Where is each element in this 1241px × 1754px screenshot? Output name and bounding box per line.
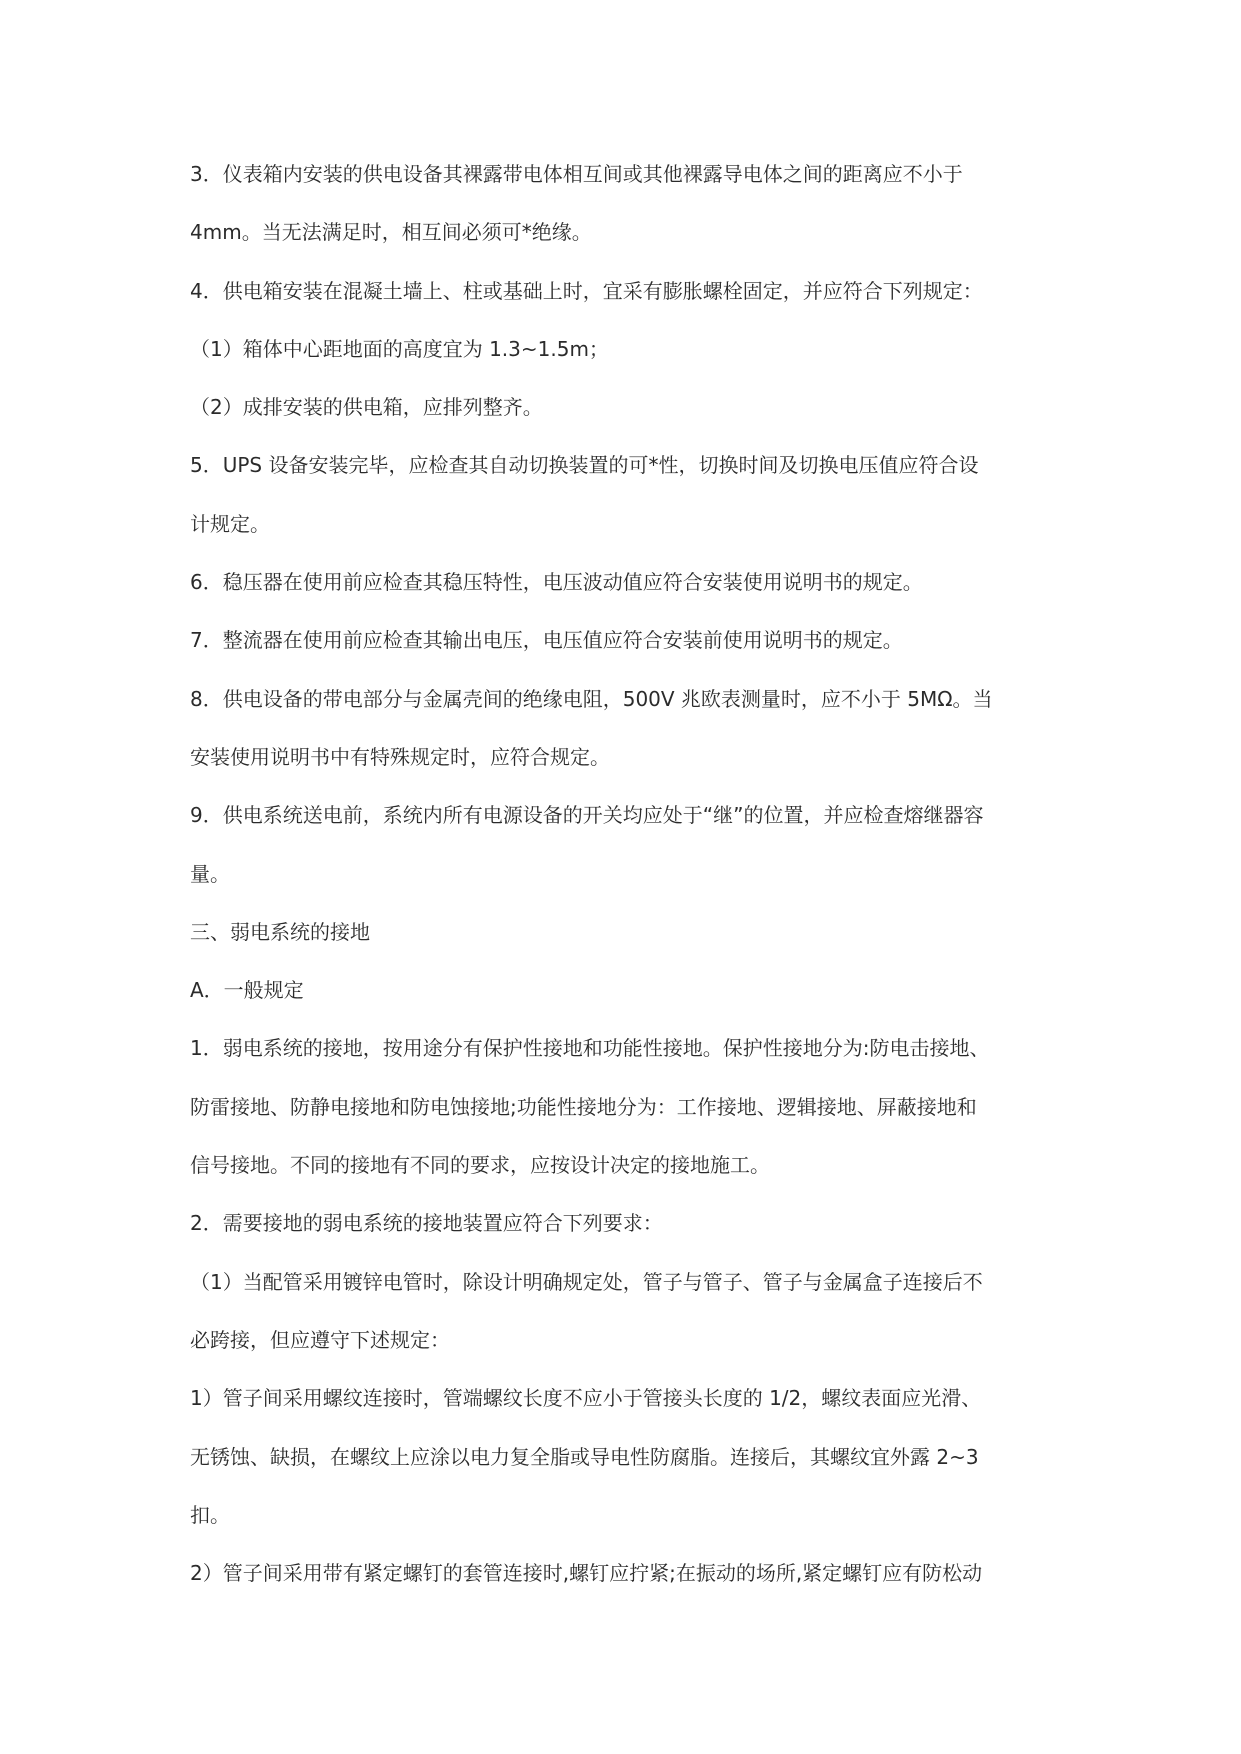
text-line: 三、弱电系统的接地 [190, 919, 370, 944]
text-line: 4mm。当无法满足时，相互间必须可*绝缘。 [190, 220, 592, 245]
text-line: 2）管子间采用带有紧定螺钉的套管连接时,螺钉应拧紧;在振动的场所,紧定螺钉应有防松动 [190, 1561, 983, 1586]
text-line: 6．稳压器在使用前应检查其稳压特性，电压波动值应符合安装使用说明书的规定。 [190, 570, 923, 595]
text-line: 2．需要接地的弱电系统的接地装置应符合下列要求： [190, 1211, 663, 1236]
text-line: 计规定。 [190, 511, 270, 536]
text-line: 7．整流器在使用前应检查其输出电压，电压值应符合安装前使用说明书的规定。 [190, 628, 903, 653]
text-line: 8．供电设备的带电部分与金属壳间的绝缘电阻，500V 兆欧表测量时，应不小于 5MΩ。当 [190, 686, 993, 711]
text-line: 9．供电系统送电前，系统内所有电源设备的开关均应处于“继”的位置，并应检查熔继器容 [190, 803, 984, 828]
text-line: （2）成排安装的供电箱，应排列整齐。 [190, 395, 543, 420]
text-line: 防雷接地、防静电接地和防电蚀接地;功能性接地分为：工作接地、逻辑接地、屏蔽接地和 [190, 1094, 977, 1119]
text-line: 无锈蚀、缺损，在螺纹上应涂以电力复全脂或导电性防腐脂。连接后，其螺纹宜外露 2~3 [190, 1444, 979, 1469]
text-line: 3．仪表箱内安装的供电设备其裸露带电体相互间或其他裸露导电体之间的距离应不小于 [190, 162, 963, 186]
text-line: 信号接地。不同的接地有不同的要求，应按设计决定的接地施工。 [190, 1153, 770, 1178]
text-line: 必跨接，但应遵守下述规定： [190, 1327, 450, 1352]
text-line: 1）管子间采用螺纹连接时，管端螺纹长度不应小于管接头长度的 1/2，螺纹表面应光滑、 [190, 1386, 982, 1411]
text-line: 安装使用说明书中有特殊规定时，应符合规定。 [190, 744, 610, 769]
text-line: A．一般规定 [190, 978, 304, 1003]
text-line: 4．供电箱安装在混凝土墙上、柱或基础上时，宜采有膨胀螺栓固定，并应符合下列规定： [190, 278, 983, 303]
text-line: 量。 [190, 861, 230, 886]
text-line: 1．弱电系统的接地，按用途分有保护性接地和功能性接地。保护性接地分为:防电击接地、 [190, 1036, 990, 1061]
text-line: 5．UPS 设备安装完毕，应检查其自动切换装置的可*性，切换时间及切换电压值应符合设 [190, 453, 979, 478]
text-line: （1）当配管采用镀锌电管时，除设计明确规定处，管子与管子、管子与金属盒子连接后不 [190, 1269, 983, 1294]
text-line: （1）箱体中心距地面的高度宜为 1.3~1.5m； [190, 336, 609, 361]
document-body [190, 160, 1070, 1617]
text-line: 扣。 [190, 1502, 230, 1527]
